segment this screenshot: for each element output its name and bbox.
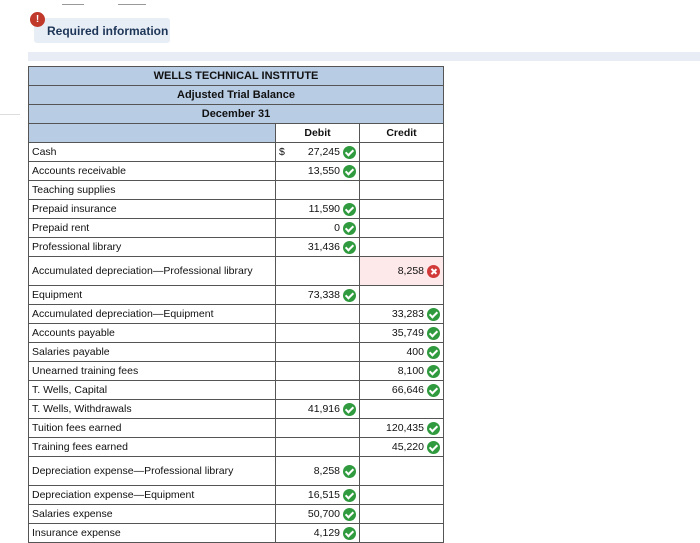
check-icon (427, 441, 440, 454)
table-row (29, 219, 444, 238)
table-row (29, 419, 444, 438)
credit-value: 8,258 (397, 265, 424, 277)
check-icon (427, 308, 440, 321)
credit-cell[interactable] (360, 286, 444, 305)
check-icon (343, 241, 356, 254)
check-icon (343, 289, 356, 302)
table-row (29, 238, 444, 257)
credit-cell[interactable] (360, 400, 444, 419)
credit-cell[interactable] (360, 524, 444, 543)
credit-cell[interactable] (360, 438, 444, 457)
credit-cell[interactable] (360, 219, 444, 238)
account-name: Insurance expense (29, 524, 276, 543)
tab-edge (62, 4, 84, 5)
account-name: T. Wells, Capital (29, 381, 276, 400)
check-icon (427, 365, 440, 378)
credit-cell[interactable] (360, 238, 444, 257)
check-icon (343, 527, 356, 540)
debit-cell[interactable] (276, 524, 360, 543)
table-row (29, 457, 444, 486)
account-name: Accumulated depreciation—Equipment (29, 305, 276, 324)
table-row (29, 505, 444, 524)
account-name: Teaching supplies (29, 181, 276, 200)
check-icon (343, 165, 356, 178)
debit-value: 0 (334, 222, 340, 234)
check-icon (343, 508, 356, 521)
company-name: WELLS TECHNICAL INSTITUTE (29, 67, 444, 86)
tab-edge (118, 4, 146, 5)
debit-cell[interactable] (276, 219, 360, 238)
table-row (29, 362, 444, 381)
debit-cell[interactable] (276, 305, 360, 324)
top-strip (0, 0, 700, 10)
account-name: Depreciation expense—Professional library (29, 457, 276, 486)
debit-value: 13,550 (307, 165, 340, 177)
required-info-label: Required information (47, 24, 169, 38)
credit-header: Credit (360, 124, 444, 143)
table-row (29, 400, 444, 419)
check-icon (343, 489, 356, 502)
debit-value: 27,245 (307, 146, 340, 158)
credit-cell[interactable] (360, 419, 444, 438)
debit-cell[interactable] (276, 200, 360, 219)
debit-value: 16,515 (307, 489, 340, 501)
credit-value: 400 (406, 346, 424, 358)
check-icon (343, 146, 356, 159)
check-icon (427, 422, 440, 435)
statement-date: December 31 (29, 105, 444, 124)
debit-cell[interactable] (276, 419, 360, 438)
credit-cell[interactable] (360, 381, 444, 400)
alert-icon: ! (30, 12, 45, 27)
credit-value: 66,646 (391, 384, 424, 396)
debit-value: 41,916 (307, 403, 340, 415)
account-header-blank (29, 124, 276, 143)
debit-cell[interactable] (276, 324, 360, 343)
credit-value: 45,220 (391, 441, 424, 453)
debit-cell[interactable] (276, 143, 360, 162)
debit-cell[interactable] (276, 286, 360, 305)
debit-value: 8,258 (313, 465, 340, 477)
account-name: Unearned training fees (29, 362, 276, 381)
table-row (29, 257, 444, 286)
debit-cell[interactable] (276, 257, 360, 286)
debit-cell[interactable] (276, 181, 360, 200)
table-row (29, 162, 444, 181)
table-row (29, 343, 444, 362)
table-row (29, 324, 444, 343)
debit-cell[interactable] (276, 238, 360, 257)
account-name: T. Wells, Withdrawals (29, 400, 276, 419)
debit-cell[interactable] (276, 486, 360, 505)
table-row (29, 305, 444, 324)
table-row (29, 438, 444, 457)
account-name: Salaries payable (29, 343, 276, 362)
section-divider (28, 52, 700, 61)
debit-cell[interactable] (276, 381, 360, 400)
credit-cell[interactable] (360, 362, 444, 381)
debit-value: 73,338 (307, 289, 340, 301)
credit-value: 33,283 (391, 308, 424, 320)
debit-value: 11,590 (308, 203, 340, 215)
credit-cell[interactable] (360, 162, 444, 181)
debit-cell[interactable] (276, 400, 360, 419)
account-name: Accumulated depreciation—Professional library (29, 257, 276, 286)
account-name: Training fees earned (29, 438, 276, 457)
trial-balance-table (28, 66, 444, 543)
check-icon (343, 403, 356, 416)
check-icon (427, 384, 440, 397)
check-icon (427, 327, 440, 340)
table-row (29, 286, 444, 305)
credit-cell[interactable] (360, 143, 444, 162)
credit-cell[interactable] (360, 257, 444, 286)
account-name: Depreciation expense—Equipment (29, 486, 276, 505)
error-x-icon (427, 265, 440, 278)
debit-cell[interactable] (276, 505, 360, 524)
credit-cell[interactable] (360, 457, 444, 486)
account-name: Cash (29, 143, 276, 162)
credit-cell[interactable] (360, 200, 444, 219)
account-name: Accounts receivable (29, 162, 276, 181)
debit-value: 50,700 (307, 508, 340, 520)
credit-value: 120,435 (386, 422, 424, 434)
table-row (29, 381, 444, 400)
check-icon (427, 346, 440, 359)
credit-cell[interactable] (360, 324, 444, 343)
debit-cell[interactable] (276, 343, 360, 362)
credit-cell[interactable] (360, 486, 444, 505)
debit-value: 31,436 (307, 241, 340, 253)
table-row (29, 143, 444, 162)
table-row (29, 200, 444, 219)
currency-symbol: $ (279, 146, 285, 158)
account-name: Professional library (29, 238, 276, 257)
debit-cell[interactable] (276, 362, 360, 381)
debit-cell[interactable] (276, 162, 360, 181)
table-row (29, 181, 444, 200)
table-row (29, 486, 444, 505)
account-name: Prepaid rent (29, 219, 276, 238)
account-name: Salaries expense (29, 505, 276, 524)
credit-cell[interactable] (360, 343, 444, 362)
check-icon (343, 203, 356, 216)
credit-cell[interactable] (360, 505, 444, 524)
debit-header: Debit (276, 124, 360, 143)
credit-cell[interactable] (360, 305, 444, 324)
credit-value: 8,100 (397, 365, 424, 377)
table-row (29, 524, 444, 543)
credit-cell[interactable] (360, 181, 444, 200)
check-icon (343, 465, 356, 478)
account-name: Prepaid insurance (29, 200, 276, 219)
check-icon (343, 222, 356, 235)
account-name: Tuition fees earned (29, 419, 276, 438)
credit-value: 35,749 (391, 327, 424, 339)
statement-title: Adjusted Trial Balance (29, 86, 444, 105)
account-name: Equipment (29, 286, 276, 305)
debit-cell[interactable] (276, 438, 360, 457)
left-divider (0, 114, 20, 115)
account-name: Accounts payable (29, 324, 276, 343)
debit-value: 4,129 (313, 527, 340, 539)
debit-cell[interactable] (276, 457, 360, 486)
